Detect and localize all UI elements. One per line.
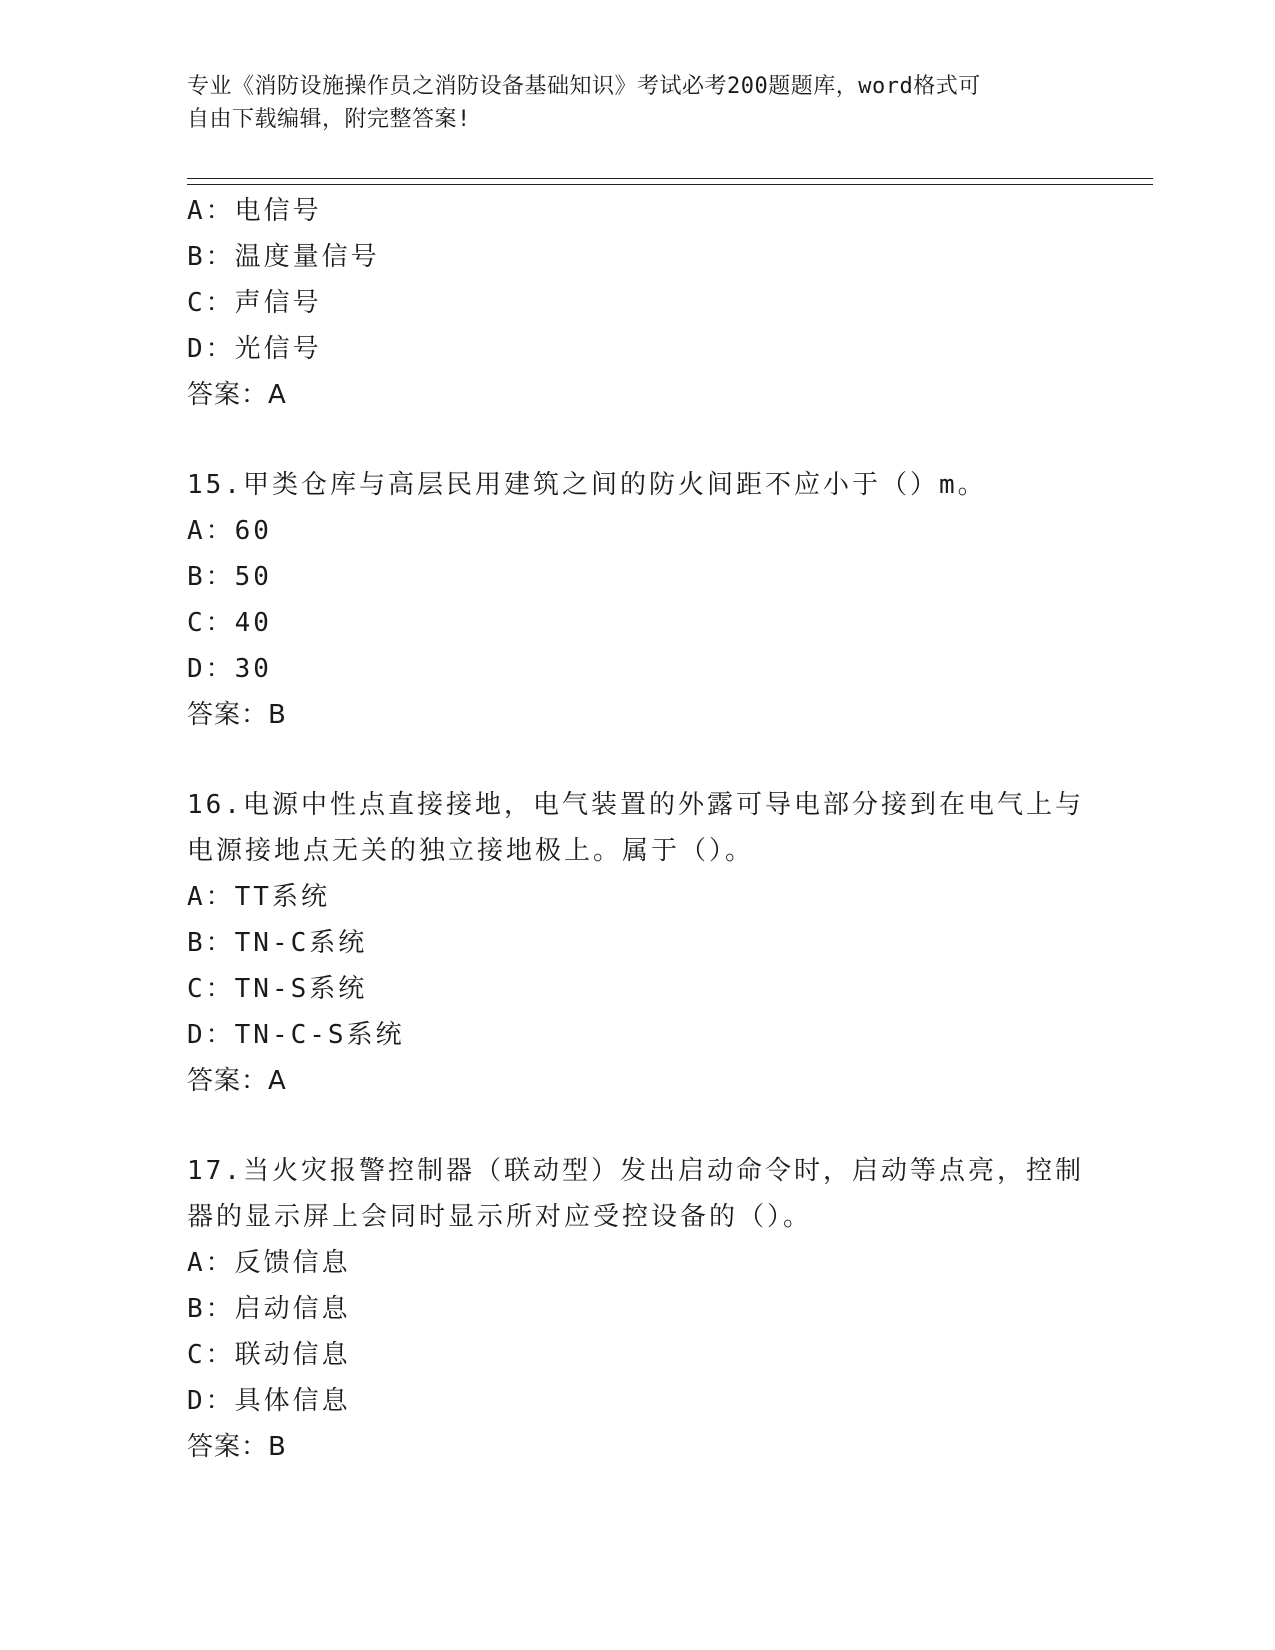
- header-line-2: 自由下载编辑，附完整答案!: [187, 107, 471, 132]
- option-b: B：温度量信号: [187, 242, 380, 272]
- answer: 答案：B: [187, 700, 287, 730]
- option-d: D：30: [187, 654, 272, 684]
- question-stem: 15.甲类仓库与高层民用建筑之间的防火间距不应小于（）m。: [187, 470, 987, 500]
- document-header: [187, 70, 1087, 136]
- question-stem-line-1: 16.电源中性点直接接地，电气装置的外露可导电部分接到在电气上与: [187, 790, 1084, 820]
- option-a: A：TT系统: [187, 882, 330, 912]
- option-d: D：TN-C-S系统: [187, 1020, 405, 1050]
- question-list: [187, 188, 1087, 1470]
- option-a: A：反馈信息: [187, 1248, 351, 1278]
- header-line-1: 专业《消防设施操作员之消防设备基础知识》考试必考200题题库，word格式可: [187, 74, 981, 99]
- answer: 答案：B: [187, 1432, 287, 1462]
- option-b: B：50: [187, 562, 272, 592]
- option-a: A：电信号: [187, 196, 322, 226]
- option-b: B：启动信息: [187, 1294, 351, 1324]
- header-divider-bottom: [187, 184, 1153, 185]
- option-c: C：声信号: [187, 288, 322, 318]
- option-c: C：联动信息: [187, 1340, 351, 1370]
- option-d: D：光信号: [187, 334, 322, 364]
- question-17: [187, 1148, 1087, 1470]
- question-stem-line-2: 电源接地点无关的独立接地极上。属于（）。: [187, 836, 755, 866]
- option-b: B：TN-C系统: [187, 928, 368, 958]
- question-16: [187, 782, 1087, 1104]
- question-15: [187, 462, 1087, 738]
- option-a: A：60: [187, 516, 272, 546]
- question-stem-line-1: 17.当火灾报警控制器（联动型）发出启动命令时，启动等点亮，控制: [187, 1156, 1084, 1186]
- option-c: C：TN-S系统: [187, 974, 368, 1004]
- option-c: C：40: [187, 608, 272, 638]
- header-divider-top: [187, 178, 1153, 179]
- answer: 答案：A: [187, 1066, 287, 1096]
- answer: 答案：A: [187, 380, 287, 410]
- question-stem-line-2: 器的显示屏上会同时显示所对应受控设备的（）。: [187, 1202, 813, 1232]
- option-d: D：具体信息: [187, 1386, 351, 1416]
- question-14-continued: [187, 188, 1087, 418]
